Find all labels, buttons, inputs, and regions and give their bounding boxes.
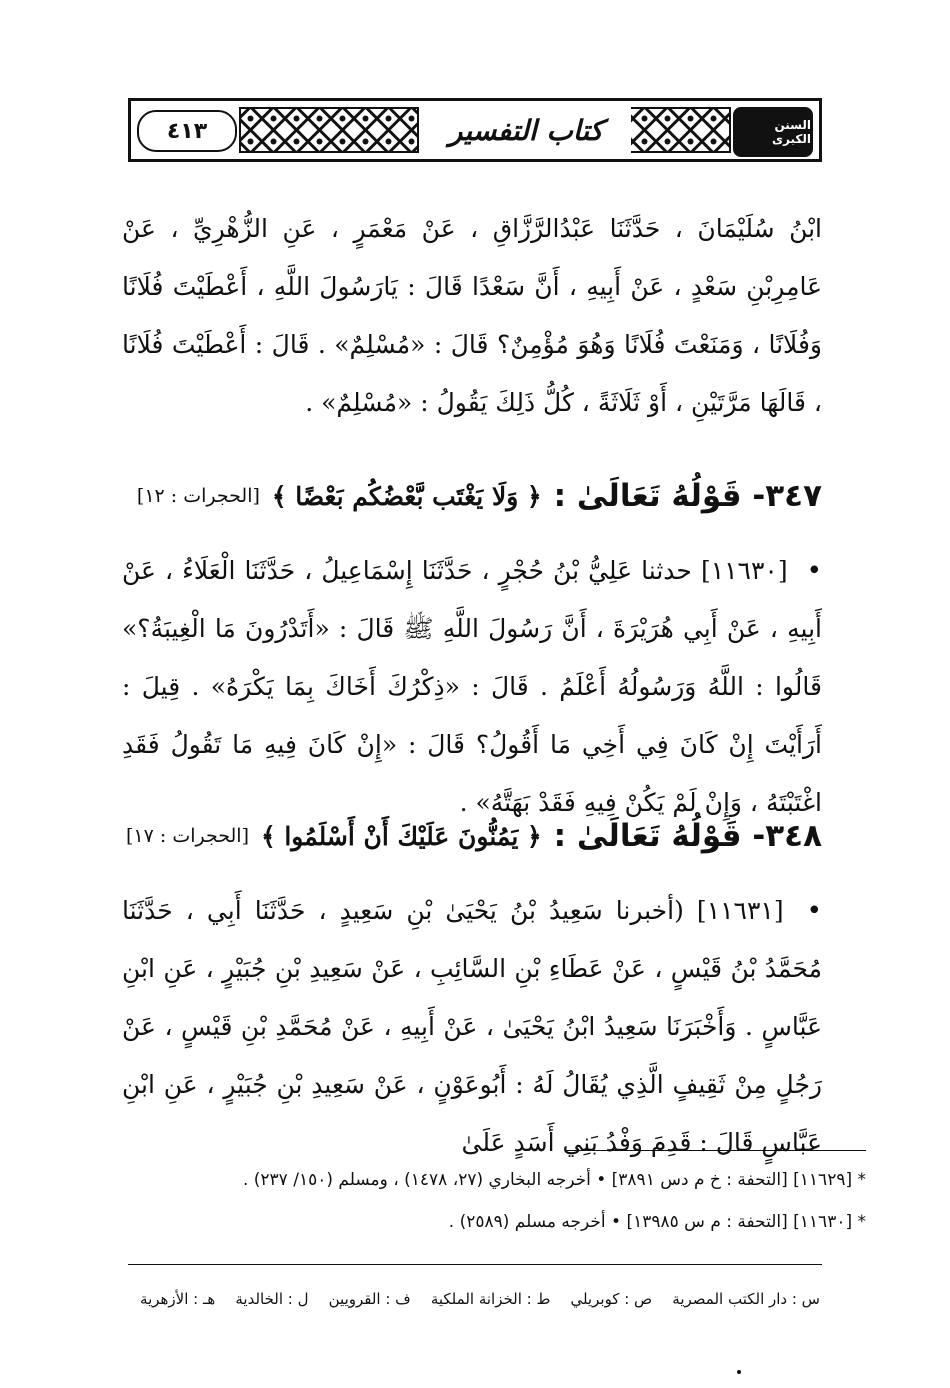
hadith-id: [١١٦٣٠] [700, 556, 788, 585]
heading-reference: [الحجرات : ١٢] [136, 485, 260, 507]
section-heading-348 [122, 806, 822, 866]
text-block-1 [122, 200, 822, 432]
book-logo: السنن الكبرى [733, 107, 813, 157]
bullet-icon: • [806, 896, 823, 926]
page-header [128, 98, 822, 162]
abbreviation-item: ل : الخالدية [235, 1290, 309, 1308]
page-dot [737, 1370, 741, 1374]
section-heading-347 [122, 466, 822, 526]
bullet-icon: • [806, 556, 823, 586]
hadith-11630 [122, 542, 822, 832]
hadith-id: [١١٦٣١] [696, 896, 784, 925]
abbreviation-item: س : دار الكتب المصرية [672, 1290, 820, 1308]
hadith-text: حدثنا عَلِيُّ بْنُ حُجْرٍ ، حَدَّثَنَا إِسْمَاعِيلُ ، حَدَّثَنَا الْعَلَاءُ ، عَنْ أَبِيهِ ، عَنْ أَبِي هُرَيْرَةَ ، أَنَّ رَسُولَ اللَّهِ ﷺ قَالَ : «أَتَدْرُونَ مَا الْغِيبَةُ؟» قَالُوا : اللَّهُ وَرَسُولُهُ أَعْلَمُ . قَالَ : «ذِكْرُكَ أَخَاكَ بِمَا يَكْرَهُ» . قِيلَ : أَرَأَيْتَ إِنْ كَانَ فِي أَخِي مَا أَقُولُ؟ قَالَ : «إِنْ كَانَ فِيهِ مَا تَقُولُ فَقَدِ اغْتَبْتَهُ ، وَإِنْ لَمْ يَكُنْ فِيهِ فَقَدْ بَهَتَّهُ» . [122, 556, 822, 817]
paragraph: ابْنُ سُلَيْمَانَ ، حَدَّثَنَا عَبْدُالرَّزَّاقِ ، عَنْ مَعْمَرٍ ، عَنِ الزُّهْرِيِّ ، عَنْ عَامِرِبْنِ سَعْدٍ ، عَنْ أَبِيهِ ، أَنَّ سَعْدًا قَالَ : يَارَسُولَ اللَّهِ ، أَعْطَيْتَ فُلَانًا وَفُلَانًا ، وَمَنَعْتَ فُلَانًا وَهُوَ مُؤْمِنٌ؟ قَالَ : «مُسْلِمٌ» . قَالَ : أَعْطَيْتَ فُلَانًا ، قَالَهَا مَرَّتَيْنِ ، أَوْ ثَلَاثَةً ، كُلُّ ذَلِكَ يَقُولُ : «مُسْلِمٌ» . [122, 214, 822, 417]
abbreviation-item: ف : القرويين [328, 1290, 411, 1308]
abbreviation-item: ط : الخزانة الملكية [430, 1290, 551, 1308]
abbreviations-legend [140, 1290, 820, 1308]
hadith-text: (أخبرنا سَعِيدُ بْنُ يَحْيَىٰ بْنِ سَعِيدٍ ، حَدَّثَنَا أَبِي ، حَدَّثَنَا مُحَمَّدُ بْنُ قَيْسٍ ، عَنْ عَطَاءِ بْنِ السَّائِبِ ، عَنْ سَعِيدِ بْنِ جُبَيْرٍ ، عَنِ ابْنِ عَبَّاسٍ . وَأَخْبَرَنَا سَعِيدُ ابْنُ يَحْيَىٰ ، عَنْ أَبِيهِ ، عَنْ مُحَمَّدِ بْنِ قَيْسٍ ، عَنْ رَجُلٍ مِنْ ثَقِيفٍ الَّذِي يُقَالُ لَهُ : أَبُوعَوْنٍ ، عَنْ سَعِيدِ بْنِ جُبَيْرٍ ، عَنِ ابْنِ عَبَّاسٍ قَالَ : قَدِمَ وَفْدُ بَنِي أَسَدٍ عَلَىٰ [122, 896, 822, 1157]
abbreviation-item: ص : كوبريلي [570, 1290, 653, 1308]
abbreviation-item: هـ : الأزهرية [140, 1290, 216, 1308]
heading-number: ٣٤٨- قَوْلُهُ تَعَالَىٰ : [553, 818, 822, 854]
heading-verse: ﴿ وَلَا يَغْتَب بَّعْضُكُم بَعْضًا ﴾ [271, 481, 542, 511]
heading-verse: ﴿ يَمُنُّونَ عَلَيْكَ أَنْ أَسْلَمُوا ﴾ [260, 821, 542, 851]
book-title: كتاب التفسير [421, 107, 631, 153]
heading-reference: [الحجرات : ١٧] [126, 825, 249, 847]
ornament-left [239, 107, 419, 153]
footnote-2: * [١١٦٣٠] [التحفة : م س ١٣٩٨٥] • أخرجه مسلم (٢٥٨٩) . [448, 1212, 866, 1232]
footnote-1: * [١١٦٢٩] [التحفة : خ م دس ٣٨٩١] • أخرجه البخاري (٢٧، ١٤٧٨) ، ومسلم (١٥٠/ ٢٣٧) . [242, 1170, 866, 1190]
footnote-separator [566, 1150, 866, 1151]
heading-number: ٣٤٧- قَوْلُهُ تَعَالَىٰ : [553, 478, 822, 514]
page-number: ٤١٣ [137, 110, 237, 152]
footer-rule [128, 1264, 822, 1265]
hadith-11631 [122, 882, 822, 1172]
